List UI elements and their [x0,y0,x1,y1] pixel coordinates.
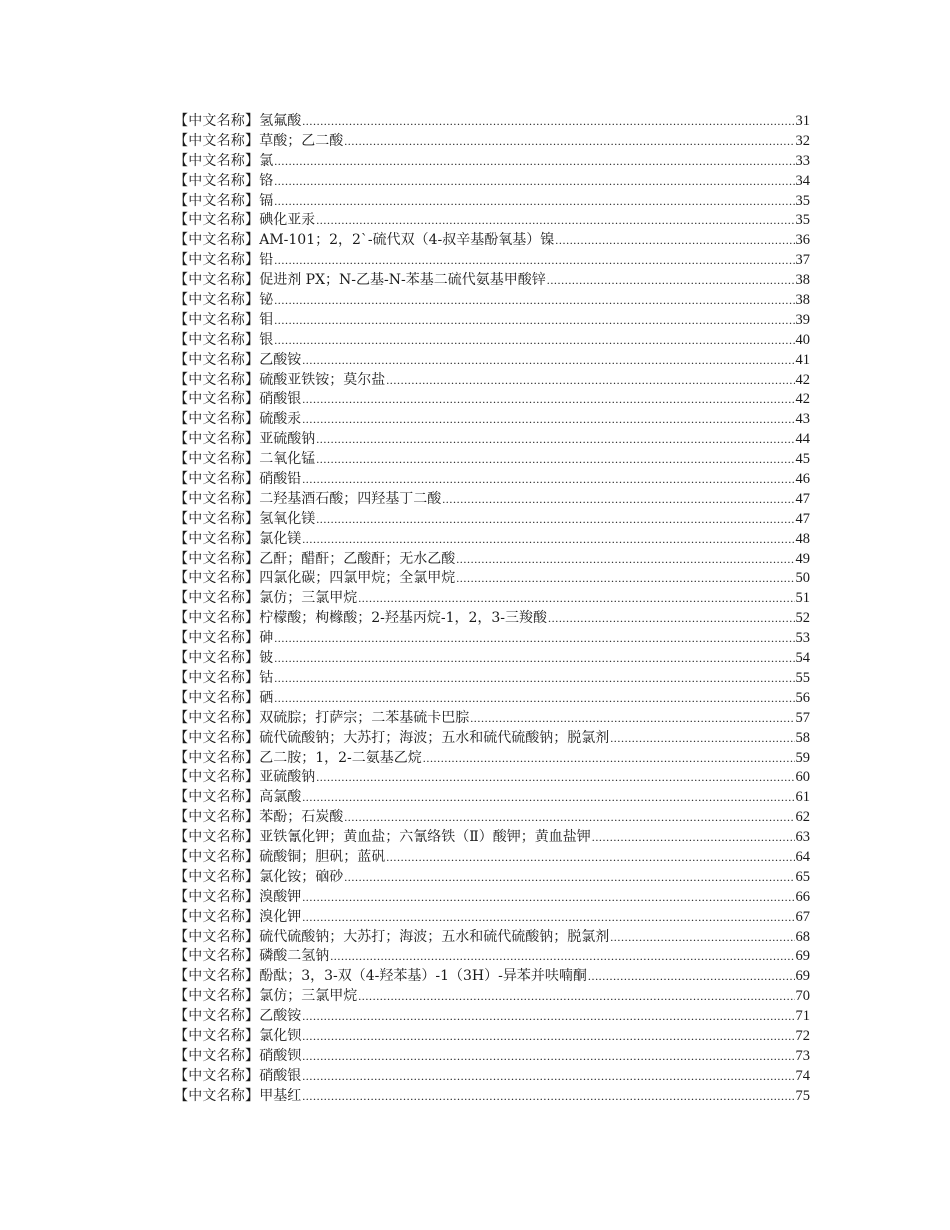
entry-label: 【中文名称】 [174,928,260,945]
entry-label: 【中文名称】 [174,192,260,209]
dot-leader [302,530,794,550]
entry-title: 磷酸二氢钠 [259,948,330,965]
entry-title: 硫代硫酸钠；大苏打；海波；五水和硫代硫酸钠；脱氯剂 [259,928,610,945]
dot-leader [344,868,794,888]
entry-label: 【中文名称】 [174,968,260,985]
entry-title: 氢氧化镁 [259,510,316,527]
entry-label: 【中文名称】 [174,550,260,567]
entry-title: 双硫腙；打萨宗；二苯基硫卡巴腙 [259,709,470,726]
dot-leader [442,490,794,510]
entry-title: 促进剂 PX；N-乙基-N-苯基二硫代氨基甲酸锌 [259,272,546,289]
entry-page-number: 73 [795,1047,810,1064]
toc-entry[interactable] [174,211,810,231]
entry-label: 【中文名称】 [174,530,260,547]
toc-entry[interactable] [174,311,810,331]
entry-label: 【中文名称】 [174,431,260,448]
toc-entry[interactable] [174,331,810,351]
entry-page-number: 68 [795,928,810,945]
entry-page-number: 46 [795,471,810,488]
toc-entry[interactable] [174,908,810,928]
entry-title: 氯 [259,152,274,169]
entry-page-number: 50 [795,570,810,587]
toc-entry[interactable] [174,550,810,570]
entry-label: 【中文名称】 [174,371,260,388]
entry-page-number: 40 [795,331,810,348]
entry-label: 【中文名称】 [174,669,260,686]
entry-label: 【中文名称】 [174,769,260,786]
toc-entry[interactable] [174,669,810,689]
toc-entry[interactable] [174,1027,810,1047]
entry-page-number: 53 [795,630,810,647]
entry-page-number: 33 [795,152,810,169]
toc-entry[interactable] [174,172,810,192]
dot-leader [386,371,794,391]
entry-title: 亚硫酸钠 [259,431,316,448]
entry-title: 乙酸铵 [259,1008,302,1025]
toc-entry[interactable] [174,430,810,450]
entry-label: 【中文名称】 [174,888,260,905]
entry-page-number: 52 [795,610,810,627]
dot-leader [316,510,794,530]
dot-leader [302,908,794,928]
entry-title: 铋 [259,292,274,309]
entry-page-number: 54 [795,650,810,667]
dot-leader [548,609,794,629]
entry-title: 硫酸铜；胆矾；蓝矾 [259,848,386,865]
toc-entry[interactable] [174,490,810,510]
dot-leader [274,689,794,709]
dot-leader [302,1047,794,1067]
entry-label: 【中文名称】 [174,331,260,348]
entry-title: 硝酸铅 [259,471,302,488]
dot-leader [610,928,794,948]
entry-title: 溴酸钾 [259,888,302,905]
entry-title: 溴化钾 [259,908,302,925]
entry-page-number: 48 [795,530,810,547]
toc-entry[interactable] [174,689,810,709]
entry-page-number: 65 [795,868,810,885]
toc-entry[interactable] [174,808,810,828]
entry-page-number: 42 [795,371,810,388]
entry-title: 柠檬酸；枸橼酸；2-羟基丙烷-1，2，3-三羧酸 [259,610,548,627]
entry-page-number: 71 [795,1008,810,1025]
entry-page-number: 34 [795,172,810,189]
dot-leader [588,967,795,987]
dot-leader [274,669,794,689]
toc-entry[interactable] [174,928,810,948]
toc-entry[interactable] [174,1087,810,1107]
entry-page-number: 59 [795,749,810,766]
dot-leader [316,450,794,470]
entry-label: 【中文名称】 [174,1087,260,1104]
toc-entry[interactable] [174,967,810,987]
toc-entry[interactable] [174,271,810,291]
toc-entry[interactable] [174,788,810,808]
dot-leader [274,649,794,669]
dot-leader [302,351,794,371]
entry-page-number: 31 [795,113,810,129]
entry-title: 银 [259,331,274,348]
dot-leader [274,192,794,212]
entry-page-number: 36 [795,232,810,249]
entry-page-number: 44 [795,431,810,448]
dot-leader [592,828,795,848]
entry-label: 【中文名称】 [174,351,260,368]
entry-title: 高氯酸 [259,789,302,806]
entry-label: 【中文名称】 [174,1008,260,1025]
dot-leader [274,152,794,172]
dot-leader [330,947,794,967]
dot-leader [456,569,794,589]
dot-leader [610,729,794,749]
entry-label: 【中文名称】 [174,908,260,925]
entry-label: 【中文名称】 [174,789,260,806]
dot-leader [358,987,794,1007]
entry-page-number: 67 [795,908,810,925]
dot-leader [555,231,794,251]
entry-page-number: 62 [795,809,810,826]
dot-leader [316,768,794,788]
entry-page-number: 35 [795,192,810,209]
entry-label: 【中文名称】 [174,510,260,527]
entry-label: 【中文名称】 [174,292,260,309]
dot-leader [302,390,794,410]
toc-entry[interactable] [174,649,810,669]
entry-title: 酚酞；3，3-双（4-羟苯基）-1（3H）-异苯并呋喃酮 [259,968,587,985]
entry-page-number: 75 [795,1087,810,1104]
entry-page-number: 69 [795,948,810,965]
dot-leader [316,430,794,450]
entry-label: 【中文名称】 [174,650,260,667]
toc-entry[interactable] [174,231,810,251]
entry-title: 钼 [259,311,274,328]
dot-leader [302,1067,794,1087]
toc-entry[interactable] [174,569,810,589]
dot-leader [274,251,794,271]
entry-label: 【中文名称】 [174,132,260,149]
dot-leader [274,172,794,192]
entry-title: 硫代硫酸钠；大苏打；海波；五水和硫代硫酸钠；脱氯剂 [259,729,610,746]
entry-label: 【中文名称】 [174,152,260,169]
entry-title: 钴 [259,669,274,686]
toc-entry[interactable] [174,709,810,729]
entry-title: 铬 [259,172,274,189]
entry-title: 乙酐；醋酐；乙酸酐；无水乙酸 [259,550,456,567]
entry-title: 镉 [259,192,274,209]
toc-entry[interactable] [174,390,810,410]
toc-entry[interactable] [174,729,810,749]
entry-label: 【中文名称】 [174,311,260,328]
entry-title: 四氯化碳；四氯甲烷；全氯甲烷 [259,570,456,587]
dot-leader [302,888,794,908]
entry-title: 硝酸银 [259,1067,302,1084]
entry-label: 【中文名称】 [174,829,260,846]
entry-label: 【中文名称】 [174,868,260,885]
entry-label: 【中文名称】 [174,988,260,1005]
entry-title: 氯化镁 [259,530,302,547]
toc-entry[interactable] [174,868,810,888]
toc-entry[interactable] [174,749,810,769]
toc-entry[interactable] [174,470,810,490]
entry-page-number: 56 [795,689,810,706]
dot-leader [547,271,795,291]
entry-label: 【中文名称】 [174,411,260,428]
entry-label: 【中文名称】 [174,610,260,627]
dot-leader [358,589,794,609]
dot-leader [274,311,794,331]
toc-entry[interactable] [174,828,810,848]
entry-page-number: 43 [795,411,810,428]
entry-label: 【中文名称】 [174,252,260,269]
entry-label: 【中文名称】 [174,848,260,865]
entry-page-number: 45 [795,451,810,468]
dot-leader [302,470,794,490]
entry-page-number: 70 [795,988,810,1005]
dot-leader [302,1087,794,1107]
entry-label: 【中文名称】 [174,1047,260,1064]
dot-leader [344,132,794,152]
toc-entry[interactable] [174,371,810,391]
entry-label: 【中文名称】 [174,212,260,229]
toc-entry[interactable] [174,987,810,1007]
entry-label: 【中文名称】 [174,809,260,826]
entry-label: 【中文名称】 [174,570,260,587]
dot-leader [274,629,794,649]
entry-label: 【中文名称】 [174,1067,260,1084]
entry-page-number: 60 [795,769,810,786]
entry-title: 氯化钡 [259,1027,302,1044]
toc-entry[interactable] [174,251,810,271]
table-of-contents [174,112,810,1107]
toc-entry[interactable] [174,1047,810,1067]
entry-label: 【中文名称】 [174,391,260,408]
toc-entry[interactable] [174,609,810,629]
entry-page-number: 47 [795,490,810,507]
entry-title: 二羟基酒石酸；四羟基丁二酸 [259,490,442,507]
entry-title: 甲基红 [259,1087,302,1104]
toc-entry[interactable] [174,132,810,152]
dot-leader [344,808,794,828]
toc-entry[interactable] [174,947,810,967]
entry-page-number: 41 [795,351,810,368]
entry-label: 【中文名称】 [174,630,260,647]
toc-entry[interactable] [174,192,810,212]
entry-page-number: 37 [795,252,810,269]
entry-label: 【中文名称】 [174,113,260,129]
entry-page-number: 72 [795,1027,810,1044]
entry-label: 【中文名称】 [174,232,260,249]
toc-entry[interactable] [174,510,810,530]
entry-page-number: 39 [795,311,810,328]
dot-leader [302,410,794,430]
entry-page-number: 61 [795,789,810,806]
entry-title: 乙酸铵 [259,351,302,368]
entry-label: 【中文名称】 [174,490,260,507]
entry-title: 乙二胺；1，2-二氨基乙烷 [259,749,422,766]
entry-label: 【中文名称】 [174,948,260,965]
entry-page-number: 38 [795,272,810,289]
toc-entry[interactable] [174,351,810,371]
entry-page-number: 57 [795,709,810,726]
toc-entry[interactable] [174,768,810,788]
toc-entry[interactable] [174,530,810,550]
entry-page-number: 63 [795,829,810,846]
entry-label: 【中文名称】 [174,709,260,726]
dot-leader [423,749,795,769]
entry-title: 二氧化锰 [259,451,316,468]
entry-title: 氢氟酸 [259,113,302,129]
toc-entry[interactable] [174,1067,810,1087]
entry-page-number: 64 [795,848,810,865]
entry-title: AM-101；2，2`-硫代双（4-叔辛基酚氧基）镍 [259,232,555,249]
entry-title: 氯仿；三氯甲烷 [259,590,358,607]
dot-leader [274,291,794,311]
entry-page-number: 74 [795,1067,810,1084]
toc-entry[interactable] [174,888,810,908]
entry-page-number: 42 [795,391,810,408]
dot-leader [302,788,794,808]
entry-title: 氯化铵；硇砂 [259,868,344,885]
entry-label: 【中文名称】 [174,451,260,468]
dot-leader [316,211,794,231]
entry-title: 硝酸银 [259,391,302,408]
entry-title: 硝酸钡 [259,1047,302,1064]
entry-title: 砷 [259,630,274,647]
entry-title: 铍 [259,650,274,667]
entry-title: 苯酚；石炭酸 [259,809,344,826]
entry-page-number: 66 [795,888,810,905]
entry-title: 硒 [259,689,274,706]
entry-title: 氯仿；三氯甲烷 [259,988,358,1005]
entry-page-number: 32 [795,132,810,149]
toc-entry[interactable] [174,410,810,430]
entry-label: 【中文名称】 [174,729,260,746]
entry-label: 【中文名称】 [174,1027,260,1044]
entry-label: 【中文名称】 [174,172,260,189]
toc-entry[interactable] [174,450,810,470]
entry-title: 亚硫酸钠 [259,769,316,786]
dot-leader [470,709,794,729]
entry-page-number: 69 [795,968,810,985]
toc-entry[interactable] [174,291,810,311]
entry-label: 【中文名称】 [174,272,260,289]
dot-leader [274,331,794,351]
entry-label: 【中文名称】 [174,749,260,766]
toc-entry[interactable] [174,1007,810,1027]
entry-page-number: 55 [795,669,810,686]
dot-leader [456,550,794,570]
entry-page-number: 51 [795,590,810,607]
toc-entry[interactable] [174,112,810,132]
entry-title: 碘化亚汞 [259,212,316,229]
dot-leader [386,848,794,868]
entry-title: 草酸；乙二酸 [259,132,344,149]
entry-page-number: 38 [795,292,810,309]
entry-title: 亚铁氰化钾；黄血盐；六氰络铁（Ⅱ）酸钾；黄血盐钾 [259,829,591,846]
toc-entry[interactable] [174,629,810,649]
toc-entry[interactable] [174,152,810,172]
dot-leader [302,1027,794,1047]
entry-title: 硫酸亚铁铵；莫尔盐 [259,371,386,388]
entry-label: 【中文名称】 [174,471,260,488]
dot-leader [302,112,794,132]
dot-leader [302,1007,794,1027]
entry-page-number: 58 [795,729,810,746]
entry-page-number: 47 [795,510,810,527]
entry-page-number: 49 [795,550,810,567]
entry-label: 【中文名称】 [174,590,260,607]
toc-entry[interactable] [174,848,810,868]
entry-page-number: 35 [795,212,810,229]
entry-label: 【中文名称】 [174,689,260,706]
entry-title: 硫酸汞 [259,411,302,428]
entry-title: 铅 [259,252,274,269]
toc-entry[interactable] [174,589,810,609]
